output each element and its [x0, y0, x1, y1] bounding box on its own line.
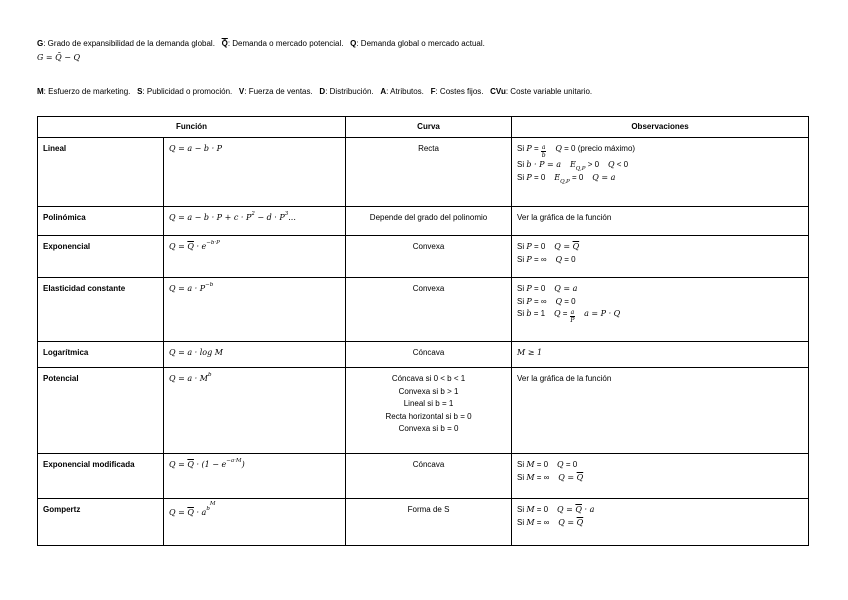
curve-text: Recta horizontal si b = 0	[385, 411, 472, 421]
observation-line: Si M = 0 Q = 0	[517, 460, 578, 469]
curve-cell	[346, 278, 512, 342]
table-row	[38, 207, 809, 236]
header-curva: Curva	[346, 117, 512, 138]
function-formula: Q = a − b · P	[164, 138, 346, 207]
curve-text: Cóncava si 0 < b < 1	[391, 374, 466, 383]
curve-cell	[346, 138, 512, 207]
curve-text: Cóncava	[412, 460, 445, 469]
function-name: Exponencial	[38, 236, 164, 278]
functions-table	[37, 116, 809, 546]
legend-text-s: : Publicidad o promoción.	[142, 87, 233, 96]
curve-cell	[346, 207, 512, 236]
observations-cell	[512, 236, 809, 278]
observation-line: Si M = ∞ $Q = \overline{Q}$	[517, 472, 584, 482]
table-row	[38, 278, 809, 342]
curve-cell	[346, 368, 512, 454]
observation-line: Si P = ∞ Q = 0	[517, 254, 576, 264]
curve-text: Forma de S	[407, 505, 450, 514]
legend-text-d: : Distribución.	[325, 87, 374, 96]
observation-line: Si b · P = a $E_{Q,P} > 0$ Q < 0	[517, 160, 629, 172]
legend-text-v: : Fuerza de ventas.	[244, 87, 313, 96]
curve-cell	[346, 499, 512, 546]
function-name: Elasticidad constante	[38, 278, 164, 342]
curve-cell	[346, 342, 512, 368]
legend-key-f: F	[430, 87, 436, 96]
legend-text-m: : Esfuerzo de marketing.	[43, 87, 131, 96]
function-name: Potencial	[38, 368, 164, 454]
legend-key-m: M	[37, 87, 44, 96]
observation-line: Si M = 0 $Q = \overline{Q} \cdot a$	[517, 505, 595, 514]
curve-cell	[346, 454, 512, 499]
function-name: Logarítmica	[38, 342, 164, 368]
legend-line-3	[37, 87, 592, 96]
legend-formula: G = Q̄ − Q	[37, 53, 81, 62]
observations-cell	[512, 278, 809, 342]
function-name: Exponencial modificada	[38, 454, 164, 499]
legend-key-v: V	[238, 87, 245, 96]
legend-line-1	[37, 39, 485, 48]
legend-key-d: D	[319, 87, 326, 96]
legend-text-a: : Atributos.	[386, 87, 424, 96]
legend-text-q: : Demanda global o mercado actual.	[356, 39, 485, 48]
legend-text-cvu: : Coste variable unitario.	[505, 87, 593, 96]
observation-line: Si P = $\frac{a}{b}$ Q = 0 (precio máximo)	[517, 144, 636, 159]
function-formula: $Q = \overline{Q} \cdot a^{b^M}$	[164, 499, 346, 546]
curve-text: Convexa si b > 1	[398, 386, 459, 396]
legend-key-q: Q	[350, 39, 357, 48]
observation-line: Si P = 0 Q = a	[517, 284, 578, 293]
legend-text-g: : Grado de expansibilidad de la demanda global.	[43, 39, 215, 48]
curve-text: Convexa	[412, 242, 445, 251]
function-formula: $Q = a \cdot P^{-b}$	[164, 278, 346, 342]
observations-cell	[512, 454, 809, 499]
legend-key-cvu: CVu	[490, 87, 506, 96]
observations-cell	[512, 499, 809, 546]
curve-text: Lineal si b = 1	[403, 399, 454, 408]
legend-key-a: A	[380, 87, 387, 96]
observations-cell: M ≥ 1	[512, 342, 809, 368]
function-name: Lineal	[38, 138, 164, 207]
function-formula: $Q = a - b \cdot P + c \cdot P^2 - d \cdot P^3$...	[164, 207, 346, 236]
function-name: Polinómica	[38, 207, 164, 236]
table-row	[38, 138, 809, 207]
si-label: Si	[517, 144, 525, 153]
curve-text: Convexa	[412, 284, 445, 293]
function-formula: Q = a · log M	[164, 342, 346, 368]
header-funcion: Función	[38, 117, 346, 138]
curve-cell	[346, 236, 512, 278]
legend-key-qbar: Q̄	[221, 39, 228, 48]
legend-text-f: : Costes fijos.	[435, 87, 484, 96]
observation-line: Si M = ∞ $Q = \overline{Q}$	[517, 517, 584, 527]
table-row	[38, 342, 809, 368]
legend-text-qbar: : Demanda o mercado potencial.	[227, 39, 344, 48]
curve-text: Convexa si b = 0	[398, 424, 459, 433]
legend-key-s: S	[137, 87, 143, 96]
observation-line: Si P = 0 $Q = \overline{Q}$	[517, 242, 580, 251]
observations-cell	[512, 138, 809, 207]
observation-line: Si P = 0 $E_{Q,P} = 0$ Q = a	[517, 172, 616, 185]
precio-maximo-label: (precio máximo)	[577, 144, 636, 153]
function-name: Gompertz	[38, 499, 164, 546]
header-observaciones: Observaciones	[512, 117, 809, 138]
legend-key-g: G	[37, 39, 44, 48]
table-row	[38, 499, 809, 546]
curve-text: Recta	[418, 144, 439, 153]
table-row	[38, 236, 809, 278]
curve-text: Depende del grado del polinomio	[369, 213, 488, 222]
observation-line: Si P = ∞ Q = 0	[517, 296, 576, 306]
function-formula: $Q = \overline{Q} \cdot (1 - e^{-a\cdot M})$	[164, 454, 346, 499]
function-formula: $Q = a \cdot M^b$	[164, 368, 346, 454]
observations-cell: Ver la gráfica de la función	[512, 368, 809, 454]
function-formula: $Q = \overline{Q} \cdot e^{-b\cdot P}$	[164, 236, 346, 278]
table-row	[38, 454, 809, 499]
table-row	[38, 368, 809, 454]
observation-line: Si b = 1 Q = $\frac{a}{P}$ a = P · Q	[517, 309, 621, 324]
table-header-row	[38, 117, 809, 138]
curve-text: Cóncava	[412, 348, 445, 357]
observations-cell: Ver la gráfica de la función	[512, 207, 809, 236]
